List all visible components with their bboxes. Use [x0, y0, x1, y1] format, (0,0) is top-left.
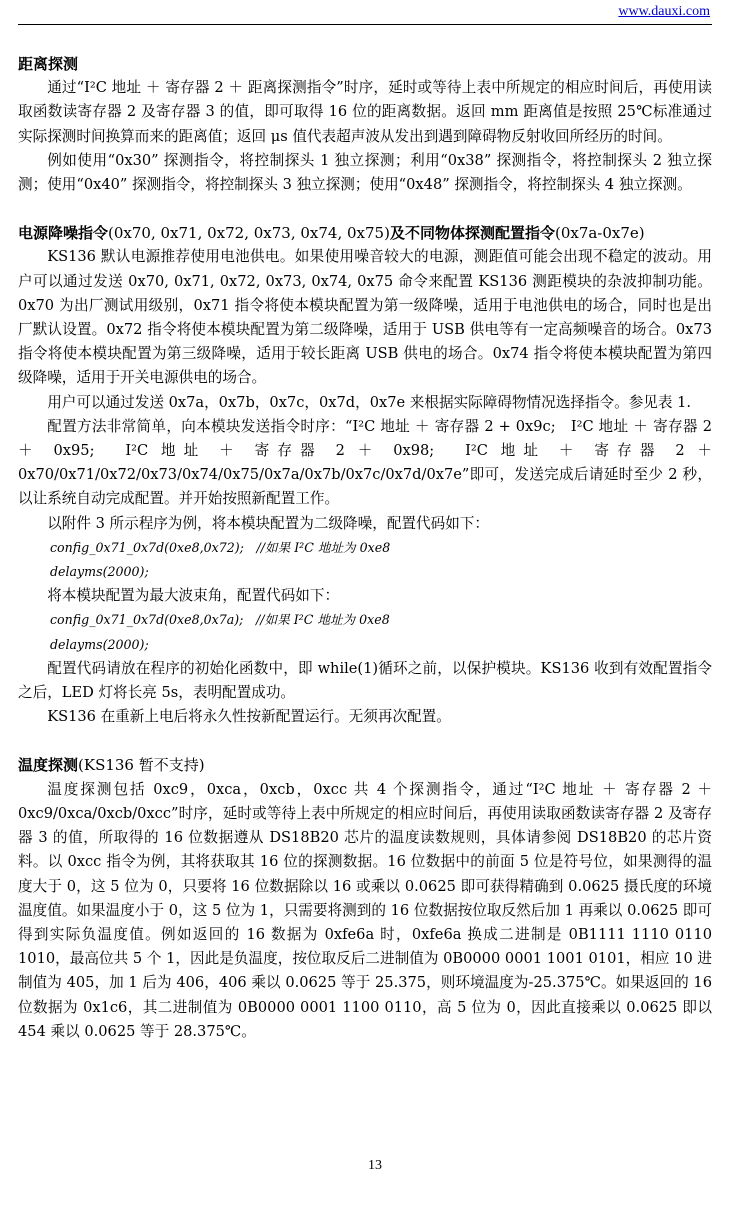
- code-line: config_0x71_0x7d(0xe8,0x7a); //如果 I²C 地址为 0xe8: [50, 612, 390, 628]
- title-part: (KS136 暂不支持): [78, 756, 205, 775]
- paragraph: KS136 在重新上电后将永久性按新配置运行。无须再次配置。: [47, 708, 451, 726]
- title-part: 温度探测: [18, 756, 79, 775]
- title-part: (0x7a-0x7e): [554, 224, 645, 243]
- paragraph: 例如使用“0x30” 探测指令，将控制探头 1 独立探测；利用“0x38” 探测指令，将控制探头 2 独立探测；使用“0x40” 探测指令，将控制探头 3 独立探测；使用“0x48” 探测指令，将控制探头 4 独立探测。: [18, 151, 712, 194]
- header-rule: [18, 24, 712, 25]
- paragraph: 配置方法非常简单，向本模块发送指令时序：“I²C 地址 ＋ 寄存器 2 + 0x9c; I²C 地址 ＋ 寄存器 2 ＋ 0x95; I²C 地址 ＋ 寄存器 2 ＋ 0x98; I²C 地址 ＋ 寄存器 2 ＋ 0x70/0x71/0x72/0x73/0x74/0x75/0x7a/0x7b/0x7c/0x7d/0x7e”即可，发送完成后请延时至少 2 秒，以让系统自动完成配置。并开始按照新配置工作。: [18, 417, 712, 508]
- code-line: delayms(2000);: [50, 636, 149, 652]
- spacer: [18, 729, 712, 753]
- section-title-noise: [18, 221, 712, 245]
- page-number: 13: [368, 1158, 382, 1173]
- paragraph: 将本模块配置为最大波束角，配置代码如下：: [47, 587, 340, 605]
- paragraph: 以附件 3 所示程序为例，将本模块配置为二级降噪，配置代码如下：: [47, 514, 489, 532]
- website-link[interactable]: www.dauxi.com: [618, 4, 710, 19]
- title-part: 及不同物体探测配置指令: [389, 224, 555, 243]
- paragraph: 通过“I²C 地址 ＋ 寄存器 2 ＋ 距离探测指令”时序，延时或等待上表中所规定的相应时间后，再使用读取函数读寄存器 2 及寄存器 3 的值，即可取得 16 位的距离数据。返回 mm 距离值是按照 25℃标准通过实际探测时间换算而来的距离值；返回 μs 值代表超声波从发出到遇到障碍物反射收回所经历的时间。: [18, 79, 712, 145]
- section-title-temperature: [18, 753, 712, 777]
- title-part: (0x70, 0x71, 0x72, 0x73, 0x74, 0x75): [108, 224, 390, 243]
- section-title-distance: 距离探测: [18, 55, 79, 73]
- paragraph: 温度探测包括 0xc9，0xca，0xcb，0xcc 共 4 个探测指令，通过“I²C 地址 ＋ 寄存器 2 ＋ 0xc9/0xca/0xcb/0xcc”时序，延时或等待上表中所规定的相应时间后，再使用读取函数读寄存器 2 及寄存器 3 的值，所取得的 16 位数据遵从 DS18B20 芯片的温度读数规则，具体请参阅 DS18B20 的芯片资料。以 0xcc 指令为例，其将获取其 16 位的探测数据。16 位数据中的前面 5 位是符号位，如果测得的温度大于 0，这 5 位为 0，只要将 16 位数据除以 16 或乘以 0.0625 即可获得精确到 0.0625 摄氏度的环境温度值。如果温度小于 0，这 5 位为 1，只需要将测到的 16 位数据按位取反然后加 1 再乘以 0.0625 即可得到实际负温度值。例如返回的 16 数据为 0xfe6a 时，0xfe6a 换成二进制是 0B1111 1110 0110 1010，最高位共 5 个 1，因此是负温度，按位取反后二进制值为 0B0000 0001 1001 0101，相应 10 进制值为 405，加 1 后为 406，406 乘以 0.0625 等于 25.375，则环境温度为-25.375℃。如果返回的 16 位数据为 0x1c6，其二进制值为 0B0000 0001 1100 0110，高 5 位为 0，因此直接乘以 0.0625 即以 454 乘以 0.0625 等于 28.375℃。: [18, 780, 712, 1040]
- title-part: 电源降噪指令: [18, 224, 109, 243]
- code-line: delayms(2000);: [50, 564, 149, 580]
- paragraph: 用户可以通过发送 0x7a，0x7b，0x7c，0x7d，0x7e 来根据实际障碍物情况选择指令。参见表 1.: [47, 393, 692, 411]
- page-content: [18, 52, 712, 1044]
- paragraph: 配置代码请放在程序的初始化函数中，即 while(1)循环之前，以保护模块。KS136 收到有效配置指令之后，LED 灯将长亮 5s，表明配置成功。: [18, 659, 712, 702]
- paragraph: KS136 默认电源推荐使用电池供电。如果使用噪音较大的电源，测距值可能会出现不稳定的波动。用户可以通过发送 0x70, 0x71, 0x72, 0x73, 0x74, 0x75 命令来配置 KS136 测距模块的杂波抑制功能。0x70 为出厂测试用级别，0x71 指令将使本模块配置为第一级降噪，适用于电池供电的场合，同时也是出厂默认设置。0x72 指令将使本模块配置为第二级降噪，适用于 USB 供电等有一定高频噪音的场合。0x73 指令将使本模块配置为第三级降噪，适用于较长距离 USB 供电的场合。0x74 指令将使本模块配置为第四级降噪，适用于开关电源供电的场合。: [18, 248, 712, 387]
- code-line: config_0x71_0x7d(0xe8,0x72); //如果 I²C 地址为 0xe8: [50, 539, 391, 555]
- spacer: [18, 197, 712, 221]
